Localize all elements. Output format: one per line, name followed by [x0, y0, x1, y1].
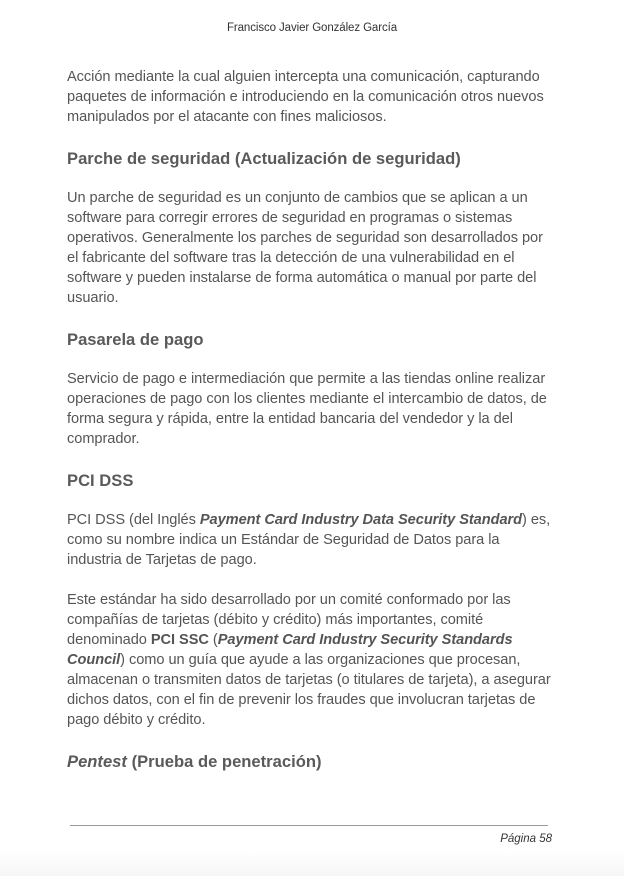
page-number: Página 58 — [500, 833, 552, 845]
footer-divider — [70, 825, 548, 826]
heading-pentest — [67, 751, 557, 773]
heading-parche-seguridad: Parche de seguridad (Actualización de seguridad) — [67, 149, 461, 168]
pci-dss-p2-text-before: Este estándar ha sido desarrollado por un comité conformado por las compañías de tarjetas (débito y crédito) más importantes, comité denominado — [67, 592, 511, 648]
heading-pentest-rest: (Prueba de penetración) — [126, 752, 322, 771]
parche-paragraph: Un parche de seguridad es un conjunto de cambios que se aplican a un software para corregir errores de seguridad en programas o sistemas operativos. Generalmente los parches de seguridad son desarrollados por el fabricante del software tras la detección de una vulnerabilidad en el software y pueden instalarse de forma automática o manual por parte del usuario. — [67, 190, 543, 306]
pci-dss-p1-text-after: ) es, como su nombre indica un Estándar de Seguridad de Datos para la industria de Tarjetas de pago. — [67, 512, 551, 568]
intro-paragraph: Acción mediante la cual alguien intercepta una comunicación, capturando paquetes de información e introduciendo en la comunicación otros nuevos manipulados por el atacante con fines maliciosos. — [67, 69, 544, 125]
heading-pci-dss: PCI DSS — [67, 471, 134, 490]
heading-pasarela-pago: Pasarela de pago — [67, 330, 204, 349]
pci-ssc-expansion: Payment Card Industry Security Standards Council — [67, 632, 513, 668]
page-content — [67, 67, 557, 773]
pasarela-paragraph: Servicio de pago e intermediación que permite a las tiendas online realizar operaciones de pago con los clientes mediante el intercambio de datos, de forma segura y rápida, entre la entidad bancaria del vendedor y la del comprador. — [67, 371, 547, 447]
pci-ssc-acronym: PCI SSC — [150, 632, 209, 648]
page-edge-shadow — [0, 853, 624, 876]
pci-dss-paragraph-1 — [67, 510, 557, 570]
pci-dss-p2-text-after: ) como un guía que ayude a las organizaciones que procesan, almacenan o transmiten datos de tarjetas (o titulares de tarjeta), a asegurar dichos datos, con el fin de prevenir los fraudes que involucran tarjetas de pago débito y crédito. — [67, 652, 551, 728]
heading-pentest-term: Pentest — [67, 752, 127, 771]
pci-dss-p1-text-before: PCI DSS (del Inglés — [67, 512, 200, 528]
pci-dss-p1-emphasis: Payment Card Industry Data Security Standard — [199, 512, 523, 528]
pci-dss-paragraph-2 — [67, 590, 557, 730]
pci-dss-p2-text-mid: ( — [208, 632, 218, 648]
running-header-author: Francisco Javier González García — [226, 22, 397, 34]
